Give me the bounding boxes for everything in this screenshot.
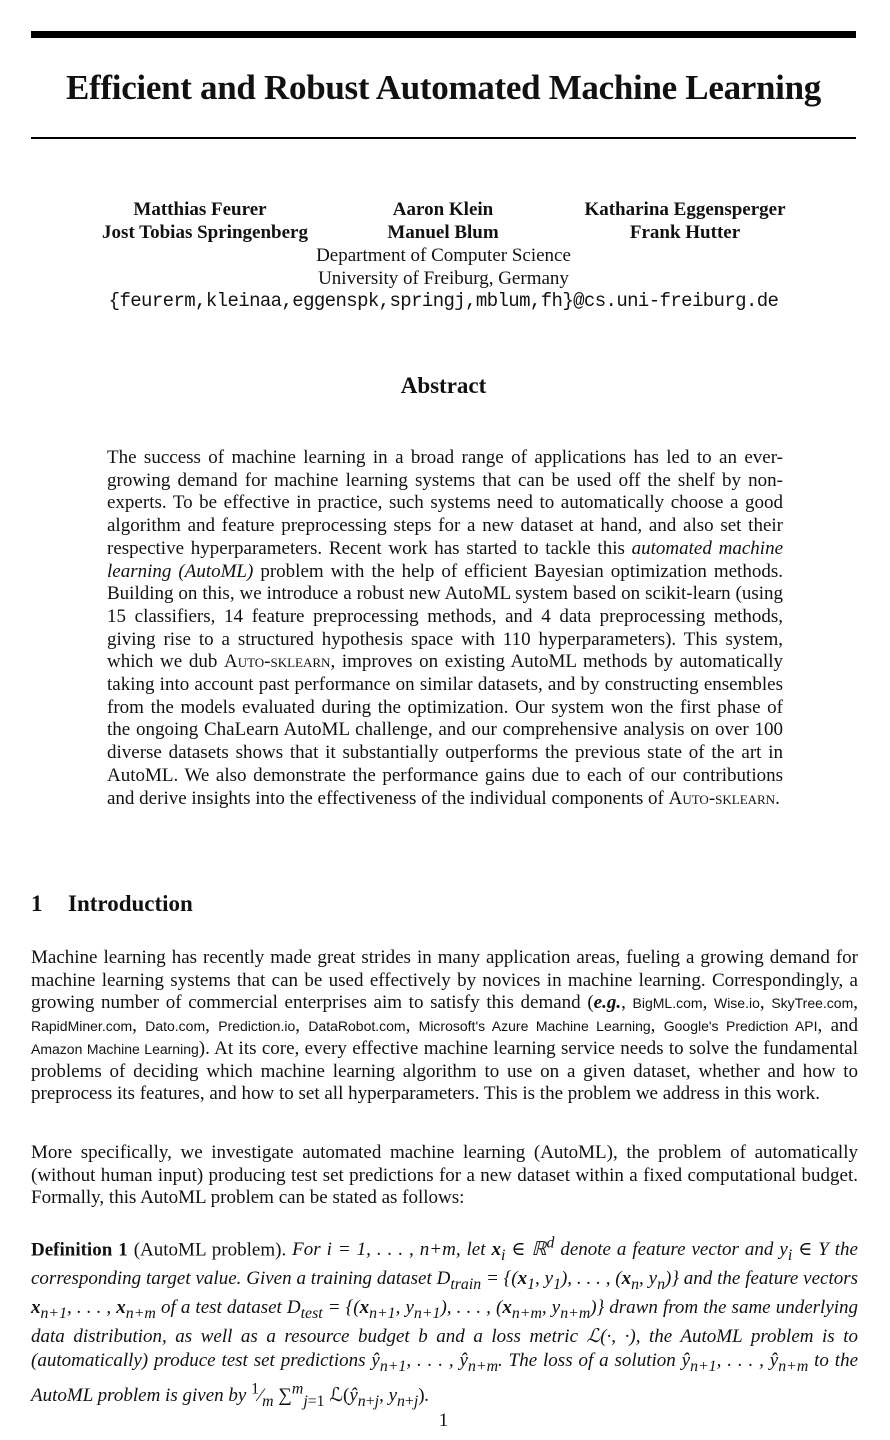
intro-paragraph-2: More specifically, we investigate automated machine learning (AutoML), the problem of automatically (without human input) producing test set predictions for a new dataset within a fixed computational budget. Formally, this AutoML problem can be stated as follows:: [31, 1142, 858, 1209]
abstract-heading: Abstract: [400, 373, 487, 398]
title-rule-top: [31, 31, 856, 38]
abstract-text-segment: , improves on existing AutoML methods by automatically taking into account past performance on similar datasets, and by constructing ensembles from the models evaluated during the optimization. Our system won the first phase of the ongoing ChaLearn AutoML challenge, and our comprehensive analysis on over 100 diverse datasets shows that it substantially outperforms the previous state of the art in AutoML. We also demonstrate the performance gains due to each of our contributions and derive insights into the effectiveness of the individual components of: [107, 651, 783, 809]
service-name: Dato.com: [145, 1018, 206, 1035]
definition-text: the corresponding target value. Given a training dataset: [31, 1239, 858, 1290]
section-number: 1: [31, 891, 43, 916]
author-name: Jost Tobias Springenberg: [102, 222, 308, 243]
definition-text: , let: [455, 1239, 492, 1261]
abstract-text-segment: .: [775, 787, 780, 809]
intro-paragraph-1: Machine learning has recently made great strides in many application areas, fueling a growing demand for machine learning systems that can be used effectively by novices in machine learning. Correspondingly, a growing number of commercial enterprises aim to satisfy this demand (e.g., BigML.com, Wise.io, SkyTree.com, RapidMiner.com, Dato.com, Prediction.io, DataRobot.com, Microsoft's Azure Machine Learning, Google's Prediction API, and Amazon Machine Learning). At its core, every effective machine learning service needs to solve the fundamental problems of deciding which machine learning algorithm to use on a given dataset, whether and how to preprocess its features, and how to set all hyperparameters. This is the problem we address in this work.: [31, 947, 859, 1105]
system-name: Auto-sklearn: [223, 651, 331, 673]
paragraph-segment: ). At its core, every effective machine learning service needs to solve the fundamental problems of deciding which machine learning algorithm to use on a given dataset, whether and how to preprocess its features, and how to set all hyperparameters. This is the problem we address in this work.: [31, 1037, 858, 1105]
definition-text: and a loss metric: [427, 1326, 587, 1348]
service-name: Microsoft's Azure Machine Learning: [418, 1018, 651, 1035]
system-name: Auto-sklearn: [668, 787, 776, 809]
section-heading: [31, 890, 193, 918]
definition-text: of a test dataset: [155, 1297, 287, 1319]
eg-abbrev: e.g.: [593, 992, 622, 1014]
definition-text: denote a feature vector and: [554, 1239, 780, 1261]
service-name: Google's Prediction API: [663, 1018, 818, 1035]
definition-label: Definition 1: [31, 1239, 128, 1261]
university: University of Freiburg, Germany: [318, 268, 569, 289]
author-name: Matthias Feurer: [133, 199, 267, 220]
author-name: Manuel Blum: [387, 222, 499, 243]
paragraph-segment: and: [830, 1015, 858, 1037]
author-name: Katharina Eggensperger: [584, 199, 786, 220]
service-name: DataRobot.com: [308, 1018, 406, 1035]
abstract-text-segment: problem with the help of efficient Bayesian optimization methods. Building on this, we introduce a robust new AutoML system based on scikit-learn (using 15 classifiers, 14 feature preprocessing methods, and 4 data preprocessing methods, giving rise to a structured hypothesis space with 110 hyperparameters). This system, which we dub: [107, 560, 783, 673]
service-name: BigML.com: [632, 995, 703, 1012]
service-name: Wise.io: [713, 995, 760, 1012]
definition-text: . The loss of a solution: [498, 1349, 682, 1371]
page-number: 1: [438, 1410, 449, 1431]
abstract-italic-term: automated machine learning (AutoML): [107, 537, 784, 582]
author-name: Frank Hutter: [629, 222, 741, 243]
abstract-text: [107, 447, 783, 810]
definition-name: (AutoML problem).: [133, 1239, 287, 1261]
abstract-text-segment: The success of machine learning in a broad range of applications has led to an ever-growing demand for machine learning systems that can be used off the shelf by non-experts. To be effective in practice, such systems need to automatically choose a good algorithm and feature preprocessing steps for a new dataset at hand, and also set their respective hyperparameters. Recent work has started to tackle this: [107, 447, 783, 559]
service-name: Amazon Machine Learning: [31, 1040, 199, 1057]
service-name: RapidMiner.com: [31, 1018, 133, 1035]
definition-text: For: [292, 1239, 327, 1261]
department: Department of Computer Science: [316, 245, 571, 266]
definition-text: .: [424, 1384, 430, 1406]
title-rule-bottom: [31, 137, 856, 139]
paragraph-segment: Machine learning has recently made great strides in many application areas, fueling a growing demand for machine learning systems that can be used effectively by novices in machine learning. Correspondingly, a growing number of commercial enterprises aim to satisfy this demand (: [31, 947, 858, 1014]
definition-text: drawn from the same underlying data distribution, as well as a resource budget: [31, 1297, 859, 1348]
definition-text: , the AutoML problem is to (automatically) produce test set predictions: [31, 1326, 859, 1371]
definition-text: and the feature vectors: [678, 1268, 859, 1290]
author-emails: {feurerm,kleinaa,eggenspk,springj,mblum,fh}@cs.uni-freiburg.de: [108, 290, 779, 312]
paper-title: Efficient and Robust Automated Machine Learning: [66, 68, 821, 107]
paragraph-segment: ,: [621, 992, 633, 1014]
author-name: Aaron Klein: [392, 199, 494, 220]
definition-text: to the AutoML problem is given by: [31, 1349, 859, 1406]
service-name: Prediction.io: [218, 1018, 296, 1035]
section-title: Introduction: [68, 891, 193, 916]
service-name: SkyTree.com: [771, 995, 854, 1012]
definition-1: Definition 1 (AutoML problem). For i = 1, . . . , n+m, let $x_i$ ∈ ℝ$^d$ denote a feature vector and $y_i$ ∈ Y the corresponding target value. Given a training dataset $D_{train} = \{(x_1$, $y_1$), . . . , ($x_n$, $y_n$)} and the feature vectors $x_{n+1}$, . . . , $x_{n+m}$ of a test dataset $D_{test} = \{(x_{n+1}$, $y_{n+1}$), . . . , ($x_{n+m}$, $y_{n+m}$)} drawn from the same underlying data distribution, as well as a resource budget b and a loss metric ℒ(·, ·), the AutoML problem is to (automatically) produce test set predictions $ŷ_{n+1}$, . . . , $ŷ_{n+m}$. The loss of a solution $ŷ_{n+1}$, . . . , $ŷ_{n+m}$ to the AutoML problem is given by $^1⁄_m$ ∑$^m_{j=1}$ $ℒ(ŷ_{n+j}$, $y_{n+j}$).: [31, 1235, 859, 1410]
